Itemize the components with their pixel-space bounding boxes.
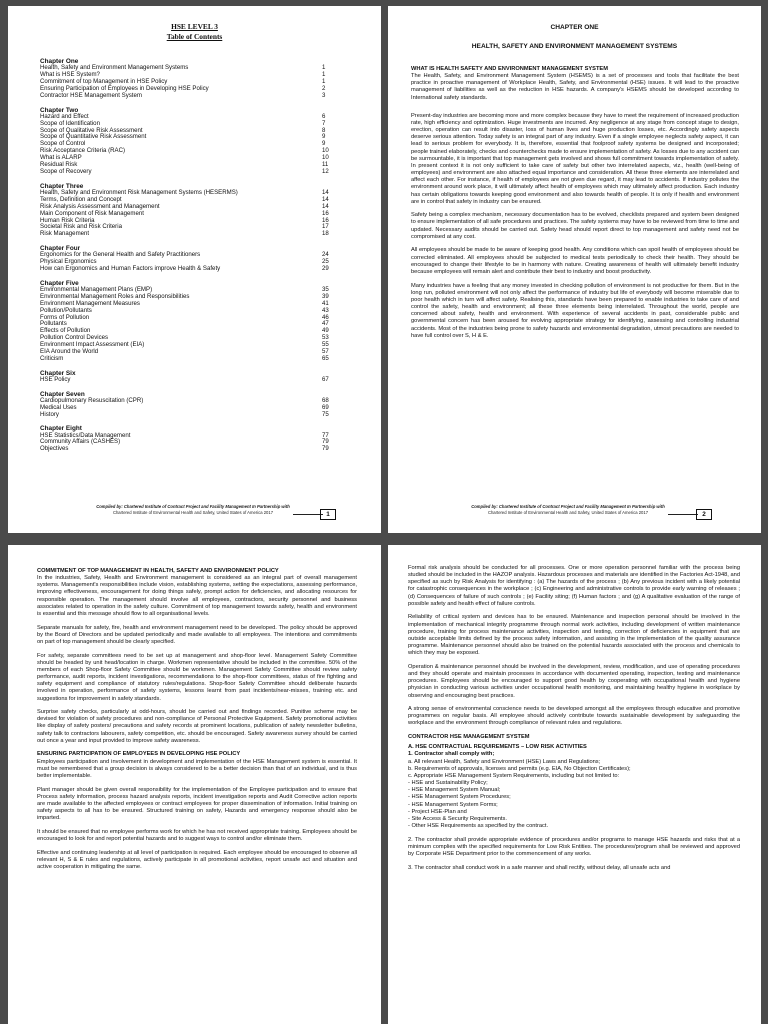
toc-entry-page: 53 <box>322 334 329 342</box>
toc-entry-page: 79 <box>322 445 329 453</box>
toc-heading: HSE LEVEL 3 <box>171 22 218 31</box>
list-item: a. All relevant Health, Safety and Environment (HSE) Laws and Regulations; <box>408 758 601 765</box>
toc-entry-label: Main Component of Risk Management <box>40 209 144 217</box>
toc-entry-page: 68 <box>322 396 329 404</box>
toc-entry <box>40 266 336 273</box>
toc-entry-label: What is HSE System? <box>40 71 100 79</box>
page-table-of-contents <box>8 6 381 533</box>
toc-entry-label: Effects of Pollution <box>40 327 91 335</box>
toc-entry-label: Residual Risk <box>40 161 78 169</box>
toc-entry-page: 3 <box>322 91 326 99</box>
toc-entry-page: 43 <box>322 306 329 314</box>
toc-entry-page: 65 <box>322 355 329 363</box>
toc-entry-page: 17 <box>322 223 329 231</box>
toc-entry-label: Criticism <box>40 355 64 363</box>
toc-entry-label: What is ALARP <box>40 154 82 162</box>
paragraph: In the industries, Safety, Health and Environment management is considered as an integral part of overall management systems. Management's responsibilities include vision, establishing systems, setting the expectations, assessing performance, improving effectiveness, encouragement for doing things safely, prompt action for deficiencies, and allocating resources for responsible operation. The management should involve all employees, contractors, security personnel and business associates related to operation in the safety culture. Commitment of top management towards safety, health and environment is essential and this message should flow to all organisational levels. <box>37 575 357 617</box>
toc-entry-page: 46 <box>322 313 329 321</box>
toc-entry <box>40 148 336 155</box>
toc-entry-label: Human Risk Criteria <box>40 216 95 224</box>
page-body <box>408 565 740 878</box>
paragraph: Plant manager should be given overall responsibility for the implementation of the Employee participation and to ensure that Process safety information, process hazard analysis reports, incident investigation reports and Audit Corrective action reports are made available to the affected employees or contract employees for proper dissemination of information. Initial training on safety aspects to all has to be ensured. Structured training on safety, Hazards and emergency response should also be imparted. <box>37 786 357 822</box>
toc-entry-page: 55 <box>322 341 329 349</box>
toc-entry-label: Environmental Management Roles and Responsibilities <box>40 292 190 300</box>
list-item: - HSE Management System Manual; <box>408 787 501 794</box>
toc-entry-label: Pollution/Pollutants <box>40 306 92 314</box>
toc-entry-page: 16 <box>322 216 329 224</box>
chapter-label: CHAPTER ONE <box>550 24 599 31</box>
toc-entry <box>40 315 336 322</box>
page-number: 1 <box>320 509 336 520</box>
toc-entry-label: Pollution Control Devices <box>40 334 109 342</box>
toc-entry-page: 1 <box>322 78 326 86</box>
toc-chapter-title: Chapter One <box>40 58 79 65</box>
list-item: b. Requirements of approvals, licenses and permits (e.g. EIA, No Objection Certificates); <box>408 765 631 772</box>
toc-entry <box>40 169 336 176</box>
paragraph: Operation & maintenance personnel should be involved in the development, review, modification, and use of operating procedures and they should operate and maintain processes in accordance with documented operating, inspection, testing and maintenance procedures. Employees should be encouraged to support good health by cooperating with occupational health and hygiene physician in conducting various activities under occupational health monitoring, and maintaining healthy hygiene in workplace by observing and encouraging best practices. <box>408 663 740 699</box>
page-footer: Compiled by: Chartered Institute of Contract Project and Facility Management In Partnership with Chartered Institute of Environmental Health and Safety, United States of America 2017 <box>471 504 665 515</box>
toc-entry-label: Pollutants <box>40 320 67 328</box>
toc-entry-label: HSE Statistics/Data Management <box>40 431 131 439</box>
chapter-title: HEALTH, SAFETY AND ENVIRONMENT MANAGEMENT SYSTEMS <box>471 43 678 50</box>
toc-entry-label: Environment Impact Assessment (EIA) <box>40 341 145 349</box>
toc-entry-page: 1 <box>322 71 326 79</box>
toc-entry <box>40 356 336 363</box>
toc-entry-page: 9 <box>322 133 326 141</box>
toc-entry-page: 24 <box>322 251 329 259</box>
paragraph: For safety, separate committees need to be set up at management and shop-floor level. Management Safety Committee should be headed by unit head/location in charge. Workmen representative should be included in the committee. 50% of the members of each Shop-floor Safety Committee should be workmen. Management Safety Committee should review safety performance, audit reports, incident investigations, recommendations to the shop-floor committees, status of fire fighting and safety equipment and compliance of statutory rules/regulations. Shop-floor Safety Committee should deliberate hazards involved in operation, performance of safety systems, lessons learnt from past incidents/near-misses, training etc. and suggestions for improvement in safety standards. <box>37 652 357 702</box>
toc-entry <box>40 446 336 453</box>
toc-entry-page: 6 <box>322 112 326 120</box>
toc-entry-label: Commitment of top Management in HSE Policy <box>40 78 168 86</box>
toc-entry-page: 14 <box>322 202 329 210</box>
list-item: c. Appropriate HSE Management System Requirements, including but not limited to: <box>408 772 620 779</box>
toc-chapter-title: Chapter Seven <box>40 390 85 398</box>
toc-entry-label: Forms of Pollution <box>40 313 90 321</box>
subsection-heading: A. HSE CONTRACTUAL REQUIREMENTS – LOW RISK ACTIVITIES <box>408 744 587 751</box>
section-heading: COMMITMENT OF TOP MANAGEMENT IN HEALTH, SAFETY AND ENVIRONMENT POLICY <box>37 568 279 574</box>
toc-entry-page: 14 <box>322 195 329 203</box>
toc-entry-page: 77 <box>322 431 329 439</box>
toc-entry <box>40 412 336 419</box>
toc-entry-label: Health, Safety and Environment Management Systems <box>40 64 189 72</box>
toc-entry-page: 9 <box>322 140 326 148</box>
toc-entry-label: HSE Policy <box>40 375 71 383</box>
toc-entry-page: 10 <box>322 154 329 162</box>
paragraph: Employees participation and involvement in development and implementation of the HSE Management system is essential. It must be remembered that a group decision is always considered to be a better decision than that of an individual, and is thus better implementable. <box>37 758 357 779</box>
toc-entry-page: 25 <box>322 258 329 266</box>
toc-entry-page: 79 <box>322 438 329 446</box>
toc-subheading: Table of Contents <box>166 32 223 41</box>
toc-entry-page: 1 <box>322 64 326 72</box>
toc-entry-label: Scope of Quantitative Risk Assessment <box>40 133 147 141</box>
toc-entry-page: 29 <box>322 265 329 273</box>
toc-entry-label: History <box>40 410 59 418</box>
toc-entry <box>40 439 336 446</box>
toc-entry-label: Scope of Recovery <box>40 167 92 175</box>
paragraph: Surprise safety checks, particularly at odd-hours, should be carried out and findings recorded. Punitive scheme may be devised for violation of safety procedures and non-compliance of Personal Protective Equipment. Safety promotional activities like display of safety posters/ precautions and safety records at prominent locations, publication of safety newsletter bulletins, safety talk to contractors labourers, safety competition, etc. should be encouraged. Safety awareness survey should be carried out once a year and input provided to improve safety awareness. <box>37 709 357 744</box>
toc-chapter-title: Chapter Eight <box>40 425 82 433</box>
toc-entry-page: 7 <box>322 119 326 127</box>
toc-entry-label: Medical Uses <box>40 403 77 411</box>
toc-entry-page: 67 <box>322 375 329 383</box>
toc-entry-page: 11 <box>322 161 329 169</box>
toc-entry-page: 14 <box>322 188 329 196</box>
toc-entry-page: 41 <box>322 299 329 307</box>
paragraph: Many industries have a feeling that any money invested in checking pollution of environment is not productive for them. But in the long run, polluted environment will not only affect the performance of industry but life of everybody will become miserable due to poor health which in turn will affect safety. Realising this, standards have been prepared to enable industries to take care of and control the safety, health and environment; all these three elements being interrelated. Throughout the world, people are concerned about safety, health and environment. With experience of several accidents in past, considerable public and governmental concern has been aroused for evolving appropriate strategy for identifying, assessing and controlling industrial accidents. Most of the industries being prone to safety hazards and environmental degradation, utmost precautions are needed to have full control over S, H & E. <box>411 282 739 339</box>
page-footer: Compiled by: Chartered Institute of Contract Project and Facility Management In Partnership with Chartered Institute of Environmental Health and Safety, United States of America 2017 <box>96 504 290 515</box>
paragraph: Separate manuals for safety, fire, health and environment management need to be developed. The policy should be approved by the Board of Directors and be updated periodically and made available to all employees. The intentions and commitments on part of top management should be clearly specified. <box>37 624 357 645</box>
paragraph: 3. The contractor shall conduct work in a safe manner and shall rectify, without delay, all unsafe acts and <box>408 864 671 871</box>
toc-entry-label: Ensuring Participation of Employees in Developing HSE Policy <box>40 84 209 92</box>
toc-entry-label: Risk Management <box>40 230 90 238</box>
list-item: - Site Access & Security Requirements. <box>408 815 507 822</box>
list-item: - HSE Management System Procedures; <box>408 794 511 801</box>
toc-entry <box>40 93 336 100</box>
toc-entry-label: Community Affairs (CASHES) <box>40 438 121 446</box>
toc-entry <box>40 155 336 162</box>
toc-chapter-title: Chapter Four <box>40 245 81 253</box>
toc-entry-page: 39 <box>322 292 329 300</box>
toc-entry-page: 12 <box>322 167 329 175</box>
toc-entry-label: Risk Acceptance Criteria (RAC) <box>40 147 125 155</box>
requirements-list <box>408 759 740 831</box>
toc-entry-label: How can Ergonomics and Human Factors improve Health & Safety <box>40 265 221 273</box>
section-heading: CONTRACTOR HSE MANAGEMENT SYSTEM <box>408 734 530 741</box>
toc-entry-label: Objectives <box>40 445 69 453</box>
paragraph: The Health, Safety, and Environment Management System (HSEMS) is a set of processes and tools that facilitate the best practice in proactive management of Workplace Health, Safety, and Environmental (HSE) issues. It will lead to the proactive management of liabilities as well as the reduction in HSE hazards. A company's HSEMS should be developed according to International safety standards. <box>411 73 739 101</box>
list-item: - HSE and Sustainability Policy; <box>408 780 488 787</box>
toc-entry-page: 8 <box>322 126 326 134</box>
toc-entry-label: Terms, Definition and Concept <box>40 195 122 203</box>
toc-entry-label: Environment Management Measures <box>40 299 140 307</box>
toc-entry <box>40 405 336 412</box>
toc-list <box>40 55 336 453</box>
paragraph: All employees should be made to be aware of keeping good health. Any conditions which can spoil health of employees should be corrected eliminated. All employees should be subjected to medical tests periodically to check their health. They should be encouraged to change their lifestyle to be in harmony with nature. Creating awareness of health will ultimately benefit industry because employees will remain alert and contribute their best to industry and boost productivity. <box>411 247 739 275</box>
page-contractor <box>388 545 761 1024</box>
list-intro: 1. Contractor shall comply with; <box>408 751 495 758</box>
toc-entry-label: Ergonomics for the General Health and Safety Practitioners <box>40 251 201 259</box>
paragraph: Formal risk analysis should be conducted for all processes. One or more operation personnel familiar with the process being studied should be included in the HAZOP analysis. Hazardous processes and materials are identified in the Factories Act-1948, and specified as such by Risk Analysis for identifying : (a) The hazards of the process ; (b) Any previous incident with a likely potential for catastrophic consequences in the workplace ; (c) Engineering and administrative controls to provide early warning of releases ; (d) Consequences of failure of such controls ; (e) Facility siting; (f) Human factors ; and (g) A qualitative evaluation of the range of possible safety and health effect of failure controls. <box>408 565 740 607</box>
paragraph: Effective and continuing leadership at all level of participation is required. Each employee should be encouraged to observe all relevant H, S & E rules and regulations, actively participate in all promotional activities, report unsafe act and situation and active cooperation in mitigating the same. <box>37 849 357 870</box>
list-item: - Other HSE Requirements as specified by the contract. <box>408 823 549 829</box>
page-body <box>37 568 357 878</box>
toc-chapter-title: Chapter Six <box>40 369 76 377</box>
toc-entry-label: Cardiopulmonary Resuscitation (CPR) <box>40 396 144 404</box>
section-heading: WHAT IS HEALTH SAFETY AND ENVIRONMENT MANAGEMENT SYSTEM <box>411 66 608 72</box>
chapter-body <box>411 66 739 346</box>
list-item: - HSE Management System Forms; <box>408 801 498 808</box>
toc-entry-page: 10 <box>322 147 329 155</box>
toc-chapter-title: Chapter Two <box>40 106 79 114</box>
toc-entry-label: Scope of Identification <box>40 119 100 127</box>
paragraph: It should be ensured that no employee performs work for which he has not received appropriate training. Employees should be encouraged to look for and report potential hazards and to suggest ways to control and/or eliminate them. <box>37 828 357 842</box>
toc-entry-label: Health, Safety and Environment Risk Management Systems (HESERMS) <box>40 188 238 196</box>
toc-entry-page: 57 <box>322 348 329 356</box>
toc-entry-label: Scope of Control <box>40 140 86 148</box>
toc-entry-page: 16 <box>322 209 329 217</box>
toc-entry-label: EIA Around the World <box>40 348 99 356</box>
toc-entry-label: Risk Analysis Assessment and Management <box>40 202 160 210</box>
toc-entry-page: 49 <box>322 327 329 335</box>
toc-entry-page: 47 <box>322 320 329 328</box>
toc-entry <box>40 349 336 356</box>
toc-entry-label: Societal Risk and Risk Criteria <box>40 223 122 231</box>
page-chapter-one <box>388 6 761 533</box>
toc-entry <box>40 398 336 405</box>
paragraph: 2. The contractor shall provide appropriate evidence of procedures and/or programs to manage HSE hazards and risks that at a minimum complies with the specified requirements for Low Risk Entities. The procedures/program shall be reviewed and approved by Corporate HSE Department prior to the commencement of any works. <box>408 836 740 857</box>
toc-chapter-title: Chapter Five <box>40 279 79 287</box>
toc-entry-page: 18 <box>322 230 329 238</box>
toc-entry-page: 35 <box>322 285 329 293</box>
toc-entry-page: 75 <box>322 410 329 418</box>
toc-entry-page: 2 <box>322 84 326 92</box>
section-heading: ENSURING PARTICIPATION OF EMPLOYEES IN DEVELOPING HSE POLICY <box>37 751 241 758</box>
toc-entry-label: Contractor HSE Management System <box>40 91 142 99</box>
paragraph: Present-day industries are becoming more and more complex because they have to meet the requirement of increased production rate, high efficiency and optimization. Huge investments are incurred. Any negligence at any stage from concept stage to design, erection, operation can result into disaster, loss of human lives and huge production losses, etc. Accordingly safety aspects deserve serious attention. Today safety is an integral part of any industry. Even if a single employee neglects safety aspect, it can lead to serious problem for everybody. It is, therefore, essential that foolproof safety systems be designed and incorporated; people trained elaborately, checks and counterchecks made to ensure implementation of safety. As losses due to any accident can be surmountable, it is important that top management gets involved and shows full commitment towards implementation of safety. In present context it is not only sufficient to take care of safety but other two interrelated aspects, viz., health (well-being of employees) and environment are also attached equal importance and consideration. All these three elements are interrelated and affect each other. For instance, if health of employees are not given due regard, it may lead to accidents. If industry pollutes the environment around work place, it will ultimately affect health of employees which may ultimately affect production. Each industry has certain obligations towards keeping good environment and also towards health of people. It is only if health and environment are in control that safety in industry can be ensured. <box>411 112 739 205</box>
list-item: - Project HSE-Plan and <box>408 808 467 815</box>
toc-chapter-title: Chapter Three <box>40 182 84 190</box>
toc-entry-label: Scope of Qualitative Risk Assessment <box>40 126 143 134</box>
paragraph: Reliability of critical system and devices has to be ensured. Maintenance and inspection personal should be involved in the implementation of mechanical integrity programme through normal work activities, including development of written maintenance procedure, training for process maintenance activities, inspection and testing, correction of deficiencies in equipment that are outside acceptable limits defined by the process safety information, and assisting in the implementation of the quality assurance programme. Maintenance personnel should also be trained on the potential hazards associated with the process and chemicals to which they may be exposed. <box>408 614 740 657</box>
toc-entry-label: Physical Ergonomics <box>40 258 97 266</box>
page-number: 2 <box>696 509 712 520</box>
paragraph: A strong sense of environmental conscience needs to be developed amongst all the employees through educative and promotive programmes on regular basis. All employee should actively contribute towards sustainable development by safeguarding the workplace and the environment through compliance of relevant rules and regulations. <box>408 706 740 727</box>
toc-entry-page: 69 <box>322 403 329 411</box>
toc-entry <box>40 231 336 238</box>
toc-entry-label: Hazard and Effect <box>40 112 89 120</box>
toc-entry-label: Environmental Management Plans (EMP) <box>40 285 153 293</box>
toc-entry <box>40 377 336 384</box>
page-commitment <box>8 545 381 1024</box>
paragraph: Safety being a complex mechanism, necessary documentation has to be evolved, checklists prepared and system been designed to ensure implementation of all safe procedures and practices. The safety systems may have to be reviewed from time to time and updated. Necessary audits should be carried out. Safety head should report direct to top management and safety need not be compromised at any cost. <box>411 212 739 240</box>
